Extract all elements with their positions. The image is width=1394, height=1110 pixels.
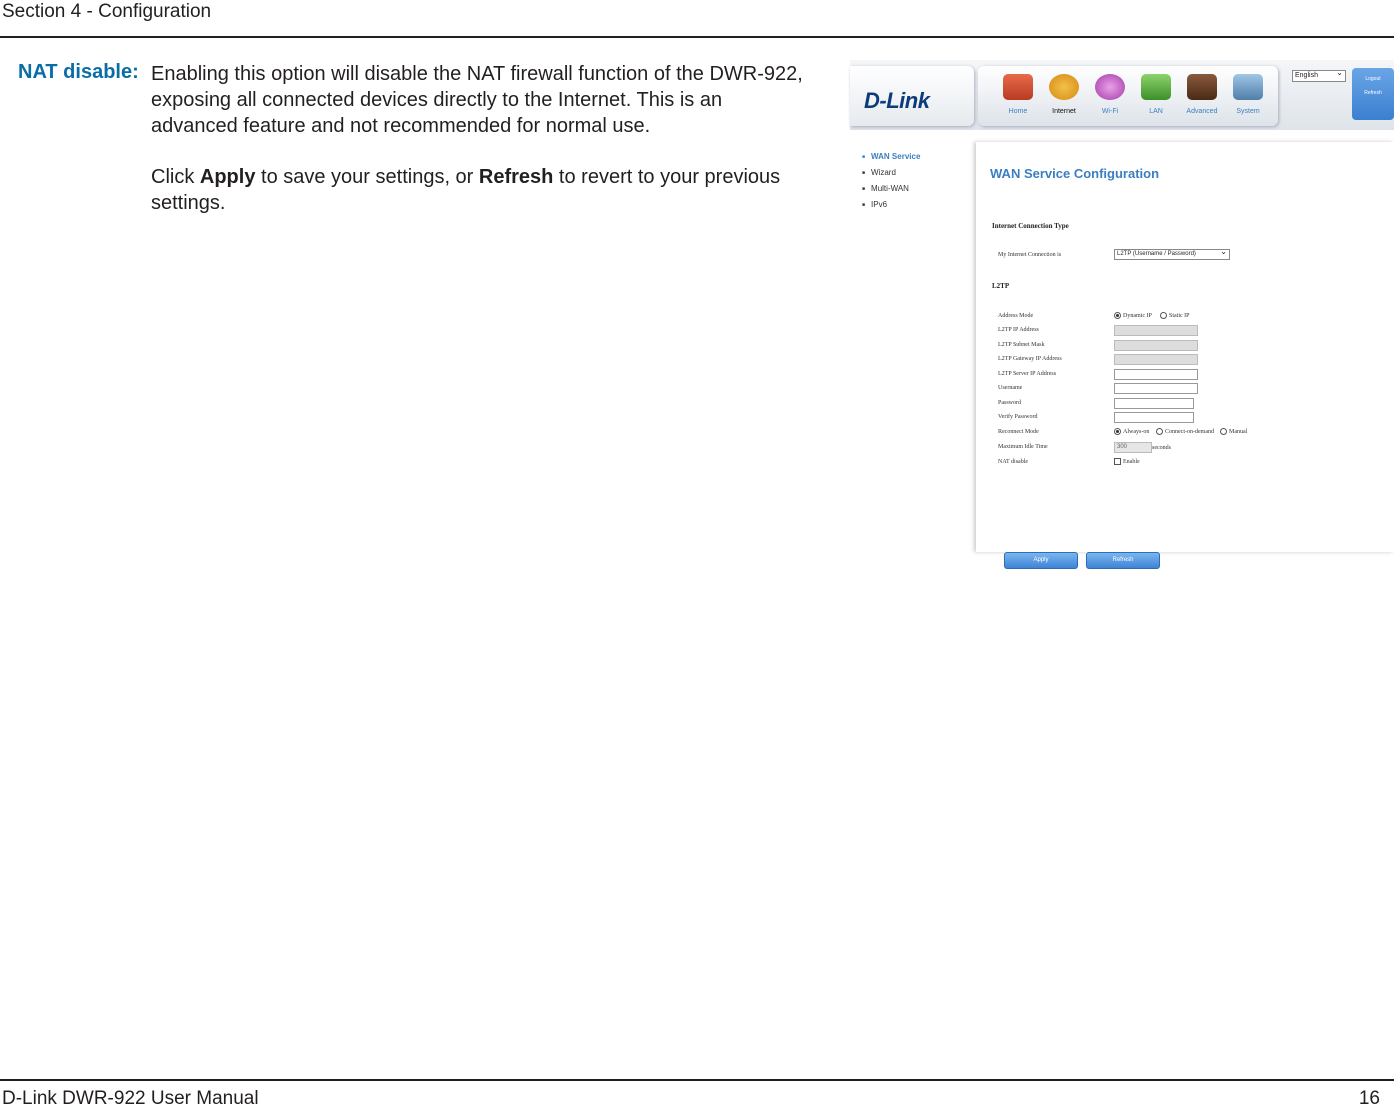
dlink-logo: D-Link [864, 88, 930, 113]
footer-rule [0, 1079, 1394, 1081]
section-header: Section 4 - Configuration [2, 1, 212, 22]
reconnect-label: Reconnect Mode [998, 429, 1039, 435]
refresh-button[interactable]: Refresh [1086, 552, 1160, 569]
menu-ipv6[interactable]: ■ IPv6 [862, 200, 920, 209]
password-label: Password [998, 400, 1022, 406]
idle-time-field[interactable]: 300 [1114, 442, 1152, 453]
enable-label: Enable [1123, 458, 1140, 465]
nav-lan[interactable] [1134, 74, 1178, 115]
wifi-icon [1095, 74, 1125, 100]
lan-icon [1141, 74, 1171, 100]
system-icon [1233, 74, 1263, 100]
always-on-label: Always-on [1123, 428, 1150, 435]
nat-label: NAT disable [998, 459, 1029, 465]
radio-manual[interactable] [1220, 428, 1227, 435]
description-paragraph: Enabling this option will disable the NAT firewall function of the DWR-922, exposing all connected devices directly to the Internet. This is an advanced feature and not recommended for normal use. [151, 63, 803, 137]
menu-multi-wan[interactable]: ■ Multi-WAN [862, 184, 920, 193]
nav-label: Wi-Fi [1101, 108, 1119, 115]
logout-button[interactable]: Logout [1365, 76, 1381, 82]
menu-wizard[interactable]: ■ Wizard [862, 168, 920, 177]
l2tp-title: L2TP [992, 282, 1010, 290]
on-demand-label: Connect-on-demand [1165, 428, 1214, 435]
password-field[interactable] [1114, 398, 1194, 409]
page-number: 16 [1358, 1088, 1380, 1109]
server-field[interactable] [1114, 369, 1198, 380]
nav-advanced[interactable] [1180, 74, 1224, 115]
term-description [151, 61, 811, 216]
verify-label: Verify Password [998, 414, 1038, 420]
username-label: Username [998, 385, 1023, 391]
language-select[interactable]: English ⌄ [1292, 70, 1346, 82]
static-ip-option[interactable] [1160, 312, 1190, 319]
static-ip-label: Static IP [1169, 312, 1190, 319]
ict-title: Internet Connection Type [992, 222, 1069, 230]
apply-term: Apply [199, 166, 256, 188]
nav-label: Advanced [1186, 108, 1218, 115]
radio-static[interactable] [1160, 312, 1167, 319]
radio-always-on[interactable] [1114, 428, 1121, 435]
left-menu [862, 152, 920, 216]
nav-home[interactable] [996, 74, 1040, 115]
ip-label: L2TP IP Address [998, 327, 1039, 333]
instruction-text: to save your settings, or [255, 166, 479, 188]
side-buttons [1352, 68, 1394, 120]
address-mode-label: Address Mode [998, 313, 1034, 319]
term-label: NAT disable: [18, 61, 139, 83]
instruction-text: Click [151, 166, 200, 188]
nav-label: Home [1008, 108, 1028, 115]
menu-wan-service[interactable]: ■ WAN Service [862, 152, 920, 161]
advanced-icon [1187, 74, 1217, 100]
radio-on-demand[interactable] [1156, 428, 1163, 435]
dynamic-ip-label: Dynamic IP [1123, 312, 1152, 319]
refresh-top-button[interactable]: Refresh [1364, 90, 1382, 96]
gateway-label: L2TP Gateway IP Address [998, 356, 1062, 362]
router-screenshot [850, 60, 1394, 563]
nat-enable-option[interactable] [1114, 458, 1140, 465]
ip-field [1114, 325, 1198, 336]
globe-icon [1049, 74, 1079, 100]
footer-manual-title: D-Link DWR-922 User Manual [2, 1088, 259, 1109]
username-field[interactable] [1114, 383, 1198, 394]
page-title: WAN Service Configuration [990, 166, 1160, 181]
nat-enable-checkbox[interactable] [1114, 458, 1121, 465]
nav-label: LAN [1149, 108, 1163, 115]
server-label: L2TP Server IP Address [998, 371, 1057, 377]
radio-dynamic[interactable] [1114, 312, 1121, 319]
verify-password-field[interactable] [1114, 412, 1194, 423]
connection-type-select[interactable]: L2TP (Username / Password) ⌄ [1114, 249, 1230, 260]
gateway-field [1114, 354, 1198, 365]
dynamic-ip-option[interactable] [1114, 312, 1152, 319]
ict-label: My Internet Connection is [998, 252, 1062, 258]
nav-bar [978, 66, 1278, 126]
nav-internet[interactable] [1042, 74, 1086, 115]
manual-label: Manual [1229, 428, 1248, 435]
instruction-paragraph [151, 164, 811, 216]
nav-label: Internet [1052, 108, 1076, 115]
mask-field [1114, 340, 1198, 351]
content-panel [976, 142, 1394, 563]
mask-label: L2TP Subnet Mask [998, 342, 1045, 348]
instruction-text: to revert to your previous settings. [151, 166, 781, 214]
nav-system[interactable] [1226, 74, 1270, 115]
header-rule [0, 36, 1394, 38]
always-on-option[interactable] [1114, 428, 1149, 435]
on-demand-option[interactable] [1156, 428, 1214, 435]
refresh-term: Refresh [478, 166, 554, 188]
manual-option[interactable] [1220, 428, 1247, 435]
seconds-label: seconds [1152, 445, 1171, 451]
apply-button[interactable]: Apply [1004, 552, 1078, 569]
idle-label: Maximum Idle Time [998, 444, 1048, 450]
home-icon [1003, 74, 1033, 100]
nav-wifi[interactable] [1088, 74, 1132, 115]
nav-label: System [1236, 108, 1260, 115]
logo-panel [850, 66, 974, 126]
